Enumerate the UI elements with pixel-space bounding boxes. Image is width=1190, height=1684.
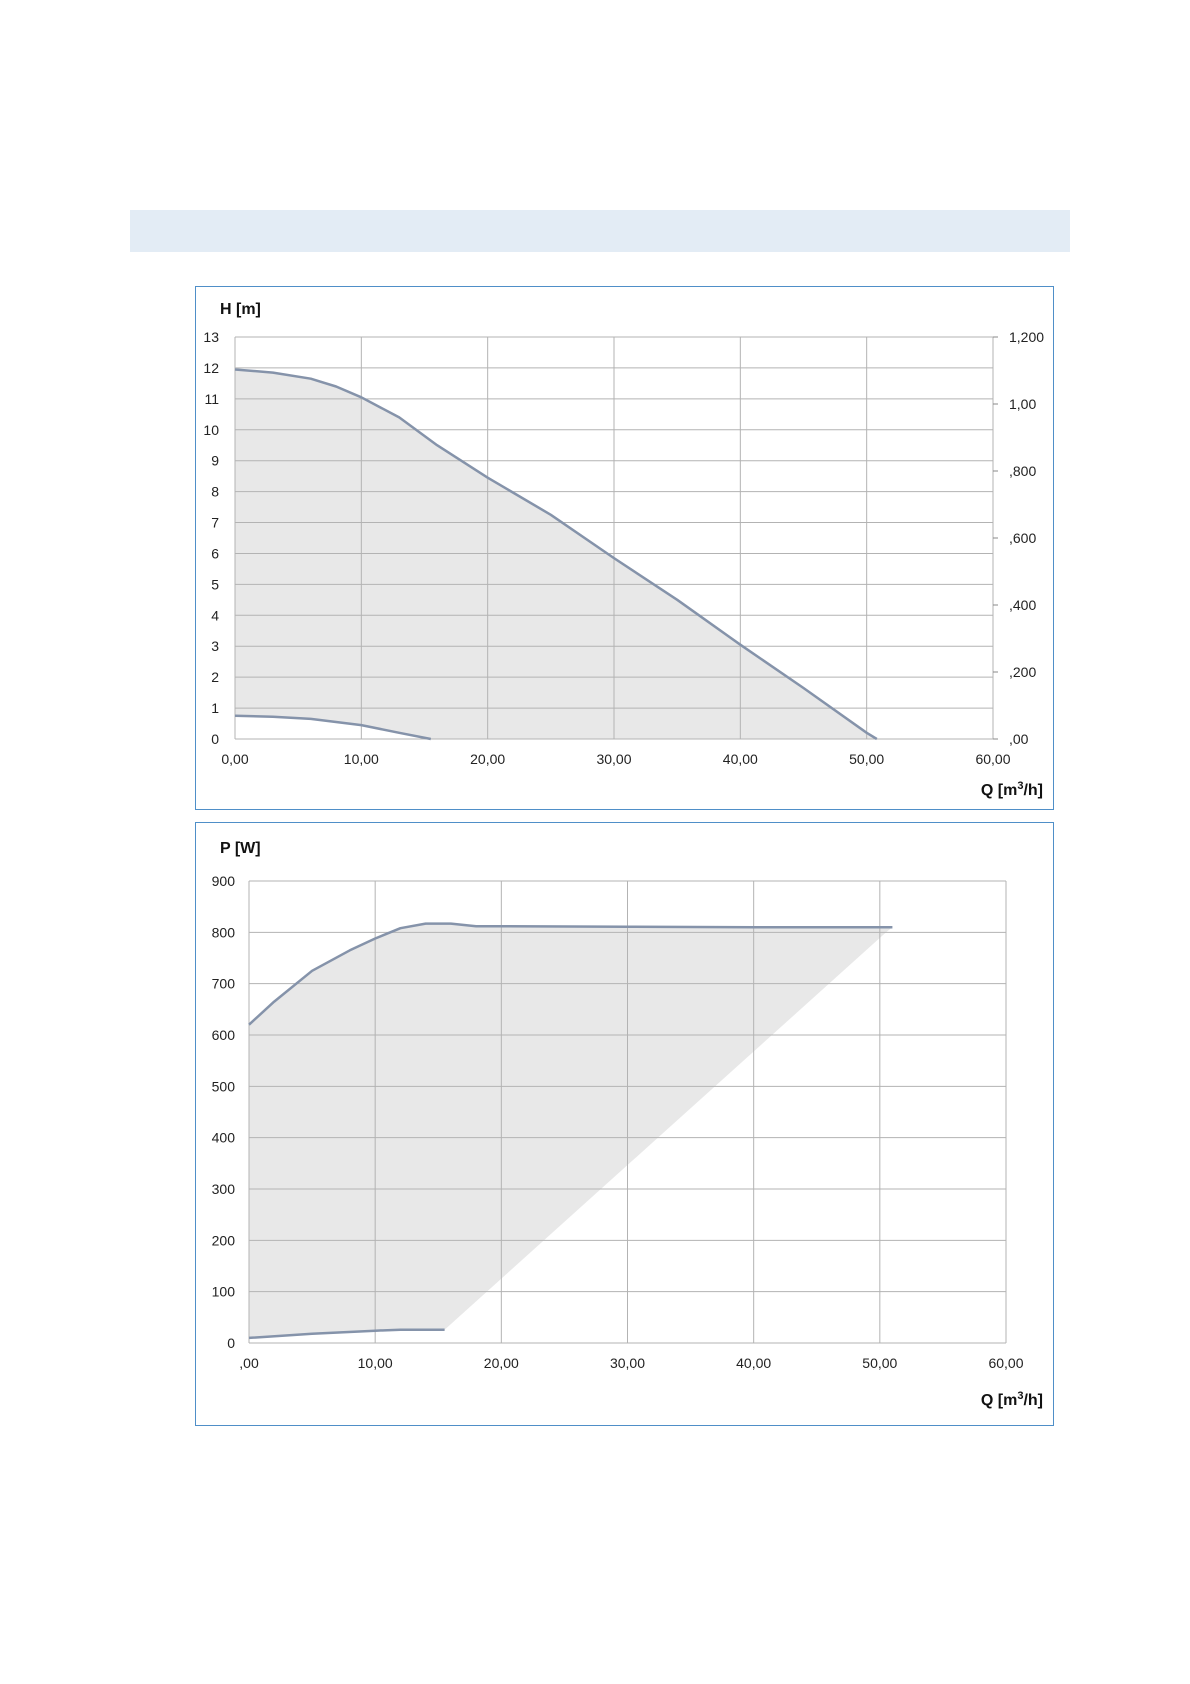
x-tick-label: 50,00 xyxy=(862,1355,898,1371)
y-tick-label: 100 xyxy=(211,1283,235,1300)
y-tick-label: 800 xyxy=(211,924,235,941)
y-tick-label: 600 xyxy=(211,1027,235,1043)
y-tick-label: 13 xyxy=(203,329,219,345)
x-tick-label: 40,00 xyxy=(736,1355,772,1371)
y-tick-label: 0 xyxy=(227,1335,235,1351)
y2-tick-label: 1,00 xyxy=(1009,396,1037,412)
y2-tick-label: ,200 xyxy=(1009,664,1037,680)
y-tick-label: 6 xyxy=(211,545,219,562)
operating-area-fill xyxy=(249,924,892,1338)
y-tick-label: 400 xyxy=(211,1129,235,1146)
y-tick-label: 2 xyxy=(211,669,219,686)
y-tick-label: 8 xyxy=(211,483,219,500)
y-axis-label: P [W] xyxy=(220,840,261,857)
x-tick-label: 60,00 xyxy=(975,751,1011,767)
header-band xyxy=(130,210,1070,252)
y-tick-label: 700 xyxy=(211,975,235,992)
x-tick-label: 30,00 xyxy=(609,1355,646,1371)
x-tick-label: 20,00 xyxy=(470,751,506,767)
y-axis-label: H [m] xyxy=(220,301,261,318)
power-chart xyxy=(196,823,1055,1427)
x-tick-label: 10,00 xyxy=(343,751,379,767)
power-chart-frame xyxy=(195,822,1054,1426)
y-tick-label: 9 xyxy=(211,452,219,469)
y-tick-label: 12 xyxy=(203,359,219,376)
y2-tick-label: ,00 xyxy=(1009,731,1029,747)
y-tick-label: 900 xyxy=(211,873,235,889)
y-tick-label: 200 xyxy=(211,1232,235,1249)
x-axis-label: Q $[m^3/h]$ xyxy=(980,780,1043,799)
x-tick-label: 20,00 xyxy=(483,1355,519,1371)
y-tick-label: 1 xyxy=(211,700,219,717)
x-tick-label: 50,00 xyxy=(849,751,885,767)
y2-tick-label: ,400 xyxy=(1009,597,1037,613)
x-tick-label: 30,00 xyxy=(596,751,632,767)
x-tick-label: 40,00 xyxy=(722,751,758,767)
x-axis-label: Q $[m^3/h]$ xyxy=(980,1390,1043,1409)
y-tick-label: 3 xyxy=(211,638,219,655)
y-tick-label: 7 xyxy=(211,514,219,531)
x-tick-label: ,00 xyxy=(239,1355,259,1371)
x-tick-label: 10,00 xyxy=(357,1355,393,1371)
head-chart xyxy=(196,287,1055,811)
y2-tick-label: ,600 xyxy=(1009,530,1037,546)
y-tick-label: 300 xyxy=(211,1181,235,1197)
y2-tick-label: ,800 xyxy=(1009,463,1037,479)
x-tick-label: 60,00 xyxy=(988,1355,1024,1371)
y-tick-label: 10 xyxy=(203,421,219,438)
y-tick-label: 4 xyxy=(211,607,219,624)
y-tick-label: 11 xyxy=(204,390,219,407)
y-tick-label: 500 xyxy=(211,1078,235,1095)
y-tick-label: 5 xyxy=(211,576,219,593)
head-chart-frame xyxy=(195,286,1054,810)
y2-tick-label: 1,200 xyxy=(1009,329,1045,345)
operating-area-fill xyxy=(235,370,877,740)
y-tick-label: 0 xyxy=(211,731,219,747)
x-tick-label: 0,00 xyxy=(221,751,249,767)
